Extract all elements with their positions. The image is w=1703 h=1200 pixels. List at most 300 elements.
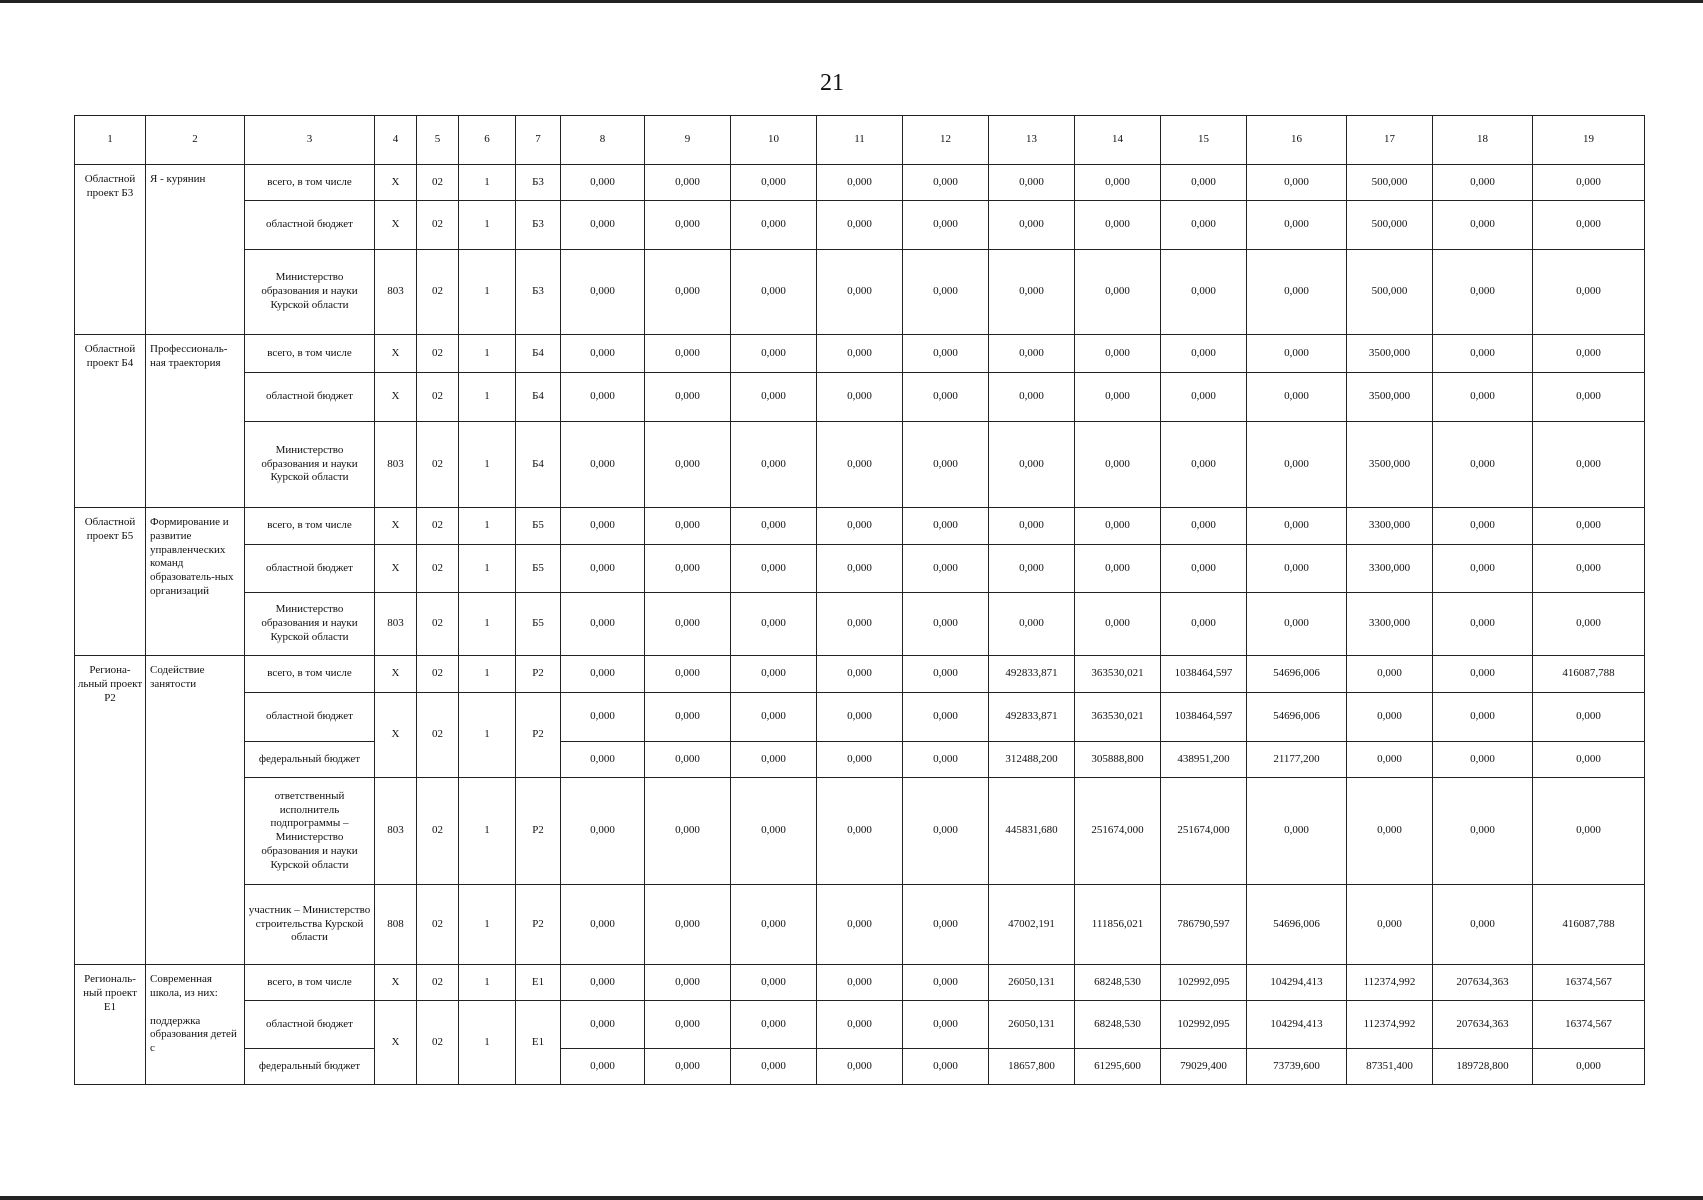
value-cell: 0,000 xyxy=(817,422,903,508)
row-label-cell: всего, в том числе xyxy=(245,335,375,373)
code-cell-6: 1 xyxy=(459,965,516,1001)
value-cell: 0,000 xyxy=(903,885,989,965)
value-cell: 492833,871 xyxy=(989,693,1075,742)
value-cell: 0,000 xyxy=(817,742,903,778)
value-cell: 0,000 xyxy=(817,250,903,335)
project-subtitle: поддержка образования детей с xyxy=(150,1014,237,1054)
value-cell: 0,000 xyxy=(731,335,817,373)
value-cell: 0,000 xyxy=(561,778,645,885)
value-cell: 207634,363 xyxy=(1433,965,1533,1001)
value-cell: 0,000 xyxy=(561,165,645,201)
value-cell: 0,000 xyxy=(561,335,645,373)
value-cell: 79029,400 xyxy=(1161,1049,1247,1085)
value-cell: 0,000 xyxy=(903,778,989,885)
value-cell: 0,000 xyxy=(1533,778,1645,885)
value-cell: 26050,131 xyxy=(989,965,1075,1001)
value-cell: 0,000 xyxy=(1433,778,1533,885)
value-cell: 0,000 xyxy=(989,201,1075,250)
code-cell-6: 1 xyxy=(459,885,516,965)
value-cell: 3500,000 xyxy=(1347,422,1433,508)
code-cell-7: Б3 xyxy=(516,250,561,335)
value-cell: 0,000 xyxy=(731,165,817,201)
value-cell: 0,000 xyxy=(1161,508,1247,545)
value-cell: 0,000 xyxy=(817,201,903,250)
value-cell: 0,000 xyxy=(1347,885,1433,965)
value-cell: 0,000 xyxy=(989,593,1075,656)
value-cell: 0,000 xyxy=(731,422,817,508)
value-cell: 0,000 xyxy=(1433,545,1533,593)
code-cell-4: Х xyxy=(375,335,417,373)
code-cell-4: Х xyxy=(375,693,417,778)
row-label-cell: областной бюджет xyxy=(245,1001,375,1049)
value-cell: 0,000 xyxy=(989,250,1075,335)
value-cell: 0,000 xyxy=(1247,508,1347,545)
value-cell: 0,000 xyxy=(1075,422,1161,508)
project-name-cell: Областной проект Б5 xyxy=(75,508,146,656)
value-cell: 0,000 xyxy=(1075,508,1161,545)
value-cell: 0,000 xyxy=(1533,508,1645,545)
table-row xyxy=(75,165,1645,201)
project-title-cell xyxy=(146,165,245,335)
value-cell: 0,000 xyxy=(731,545,817,593)
value-cell: 0,000 xyxy=(561,422,645,508)
value-cell: 47002,191 xyxy=(989,885,1075,965)
code-cell-5: 02 xyxy=(417,373,459,422)
code-cell-6: 1 xyxy=(459,250,516,335)
row-label-cell: областной бюджет xyxy=(245,201,375,250)
value-cell: 0,000 xyxy=(1533,545,1645,593)
value-cell: 0,000 xyxy=(1161,201,1247,250)
project-title-cell xyxy=(146,656,245,965)
code-cell-7: Р2 xyxy=(516,693,561,778)
value-cell: 0,000 xyxy=(1433,693,1533,742)
value-cell: 0,000 xyxy=(1533,165,1645,201)
value-cell: 102992,095 xyxy=(1161,1001,1247,1049)
value-cell: 0,000 xyxy=(989,373,1075,422)
value-cell: 786790,597 xyxy=(1161,885,1247,965)
value-cell: 0,000 xyxy=(1533,250,1645,335)
value-cell: 0,000 xyxy=(1533,373,1645,422)
value-cell: 102992,095 xyxy=(1161,965,1247,1001)
table-row xyxy=(75,201,1645,250)
value-cell: 0,000 xyxy=(989,165,1075,201)
table-row xyxy=(75,593,1645,656)
code-cell-6: 1 xyxy=(459,165,516,201)
value-cell: 0,000 xyxy=(903,335,989,373)
value-cell: 0,000 xyxy=(731,508,817,545)
value-cell: 207634,363 xyxy=(1433,1001,1533,1049)
value-cell: 16374,567 xyxy=(1533,1001,1645,1049)
value-cell: 3300,000 xyxy=(1347,508,1433,545)
code-cell-7: Б5 xyxy=(516,593,561,656)
code-cell-7: Б4 xyxy=(516,373,561,422)
table-row xyxy=(75,508,1645,545)
table-row xyxy=(75,656,1645,693)
code-cell-6: 1 xyxy=(459,545,516,593)
value-cell: 16374,567 xyxy=(1533,965,1645,1001)
value-cell: 0,000 xyxy=(731,885,817,965)
table-row xyxy=(75,742,1645,778)
value-cell: 0,000 xyxy=(731,201,817,250)
value-cell: 0,000 xyxy=(817,545,903,593)
value-cell: 0,000 xyxy=(731,250,817,335)
value-cell: 0,000 xyxy=(1247,545,1347,593)
value-cell: 0,000 xyxy=(561,1049,645,1085)
row-label-cell: областной бюджет xyxy=(245,373,375,422)
code-cell-7: Р2 xyxy=(516,778,561,885)
header-cell: 17 xyxy=(1347,116,1433,165)
value-cell: 0,000 xyxy=(817,373,903,422)
value-cell: 0,000 xyxy=(645,1001,731,1049)
code-cell-5: 02 xyxy=(417,593,459,656)
code-cell-7: Р2 xyxy=(516,656,561,693)
code-cell-4: Х xyxy=(375,201,417,250)
code-cell-7: Б4 xyxy=(516,335,561,373)
code-cell-5: 02 xyxy=(417,693,459,778)
value-cell: 0,000 xyxy=(1247,778,1347,885)
value-cell: 500,000 xyxy=(1347,165,1433,201)
code-cell-7: Б3 xyxy=(516,165,561,201)
value-cell: 0,000 xyxy=(903,593,989,656)
code-cell-5: 02 xyxy=(417,545,459,593)
code-cell-5: 02 xyxy=(417,250,459,335)
value-cell: 61295,600 xyxy=(1075,1049,1161,1085)
row-label-cell: областной бюджет xyxy=(245,545,375,593)
table-row xyxy=(75,373,1645,422)
value-cell: 0,000 xyxy=(1433,508,1533,545)
project-name-cell: Региона-льный проект Р2 xyxy=(75,656,146,965)
value-cell: 0,000 xyxy=(903,508,989,545)
value-cell: 0,000 xyxy=(561,742,645,778)
code-cell-6: 1 xyxy=(459,373,516,422)
value-cell: 0,000 xyxy=(903,201,989,250)
value-cell: 73739,600 xyxy=(1247,1049,1347,1085)
value-cell: 0,000 xyxy=(989,422,1075,508)
code-cell-6: 1 xyxy=(459,201,516,250)
value-cell: 0,000 xyxy=(645,335,731,373)
header-cell: 5 xyxy=(417,116,459,165)
table-row xyxy=(75,965,1645,1001)
table-row xyxy=(75,422,1645,508)
value-cell: 0,000 xyxy=(1533,1049,1645,1085)
value-cell: 0,000 xyxy=(1433,250,1533,335)
value-cell: 3300,000 xyxy=(1347,545,1433,593)
project-title-cell xyxy=(146,335,245,508)
value-cell: 0,000 xyxy=(903,742,989,778)
value-cell: 0,000 xyxy=(561,593,645,656)
project-title: Современная школа, из них: xyxy=(150,973,218,999)
value-cell: 54696,006 xyxy=(1247,693,1347,742)
code-cell-7: Б5 xyxy=(516,508,561,545)
project-title: Формирование и развитие управленческих команд образователь-ных организаций xyxy=(150,516,234,597)
value-cell: 0,000 xyxy=(903,165,989,201)
value-cell: 0,000 xyxy=(817,508,903,545)
table-row xyxy=(75,1001,1645,1049)
code-cell-4: Х xyxy=(375,656,417,693)
value-cell: 0,000 xyxy=(903,1049,989,1085)
value-cell: 305888,800 xyxy=(1075,742,1161,778)
value-cell: 0,000 xyxy=(817,593,903,656)
code-cell-6: 1 xyxy=(459,593,516,656)
table-row xyxy=(75,335,1645,373)
value-cell: 0,000 xyxy=(561,373,645,422)
value-cell: 0,000 xyxy=(561,508,645,545)
code-cell-6: 1 xyxy=(459,1001,516,1085)
code-cell-5: 02 xyxy=(417,1001,459,1085)
code-cell-7: Р2 xyxy=(516,885,561,965)
value-cell: 0,000 xyxy=(903,693,989,742)
value-cell: 0,000 xyxy=(645,201,731,250)
value-cell: 0,000 xyxy=(1075,250,1161,335)
code-cell-7: Б5 xyxy=(516,545,561,593)
value-cell: 104294,413 xyxy=(1247,1001,1347,1049)
header-cell: 9 xyxy=(645,116,731,165)
code-cell-7: Е1 xyxy=(516,965,561,1001)
value-cell: 0,000 xyxy=(561,885,645,965)
project-title-cell xyxy=(146,965,245,1085)
value-cell: 0,000 xyxy=(731,1049,817,1085)
table-row xyxy=(75,885,1645,965)
value-cell: 0,000 xyxy=(817,778,903,885)
value-cell: 0,000 xyxy=(645,422,731,508)
value-cell: 445831,680 xyxy=(989,778,1075,885)
table-row xyxy=(75,693,1645,742)
value-cell: 0,000 xyxy=(1075,201,1161,250)
value-cell: 0,000 xyxy=(645,656,731,693)
value-cell: 438951,200 xyxy=(1161,742,1247,778)
value-cell: 0,000 xyxy=(1533,201,1645,250)
value-cell: 0,000 xyxy=(1247,165,1347,201)
value-cell: 0,000 xyxy=(1161,165,1247,201)
value-cell: 0,000 xyxy=(1075,545,1161,593)
value-cell: 0,000 xyxy=(1433,742,1533,778)
row-label-cell: ответственный исполнитель подпрограммы – Министерство образования и науки Курской области xyxy=(245,778,375,885)
value-cell: 0,000 xyxy=(903,250,989,335)
value-cell: 0,000 xyxy=(817,656,903,693)
value-cell: 0,000 xyxy=(1347,742,1433,778)
value-cell: 0,000 xyxy=(1161,593,1247,656)
row-label-cell: Министерство образования и науки Курской области xyxy=(245,593,375,656)
row-label-cell: всего, в том числе xyxy=(245,165,375,201)
value-cell: 26050,131 xyxy=(989,1001,1075,1049)
value-cell: 0,000 xyxy=(1433,885,1533,965)
row-label-cell: Министерство образования и науки Курской области xyxy=(245,250,375,335)
table-row xyxy=(75,778,1645,885)
value-cell: 0,000 xyxy=(1433,201,1533,250)
code-cell-6: 1 xyxy=(459,778,516,885)
code-cell-7: Е1 xyxy=(516,1001,561,1085)
code-cell-5: 02 xyxy=(417,508,459,545)
value-cell: 104294,413 xyxy=(1247,965,1347,1001)
code-cell-6: 1 xyxy=(459,422,516,508)
value-cell: 54696,006 xyxy=(1247,656,1347,693)
header-cell: 4 xyxy=(375,116,417,165)
code-cell-4: Х xyxy=(375,373,417,422)
value-cell: 0,000 xyxy=(731,1001,817,1049)
code-cell-6: 1 xyxy=(459,335,516,373)
code-cell-4: 803 xyxy=(375,778,417,885)
value-cell: 0,000 xyxy=(1433,422,1533,508)
code-cell-4: 803 xyxy=(375,422,417,508)
code-cell-5: 02 xyxy=(417,422,459,508)
value-cell: 0,000 xyxy=(1533,742,1645,778)
value-cell: 0,000 xyxy=(1161,545,1247,593)
value-cell: 68248,530 xyxy=(1075,965,1161,1001)
value-cell: 0,000 xyxy=(561,545,645,593)
value-cell: 0,000 xyxy=(645,593,731,656)
value-cell: 0,000 xyxy=(731,965,817,1001)
code-cell-4: Х xyxy=(375,508,417,545)
project-name-cell: Областной проект Б4 xyxy=(75,335,146,508)
header-cell: 18 xyxy=(1433,116,1533,165)
code-cell-6: 1 xyxy=(459,508,516,545)
code-cell-4: 808 xyxy=(375,885,417,965)
value-cell: 251674,000 xyxy=(1161,778,1247,885)
header-cell: 13 xyxy=(989,116,1075,165)
value-cell: 0,000 xyxy=(1347,656,1433,693)
value-cell: 0,000 xyxy=(645,742,731,778)
header-cell: 12 xyxy=(903,116,989,165)
value-cell: 3300,000 xyxy=(1347,593,1433,656)
value-cell: 0,000 xyxy=(645,1049,731,1085)
value-cell: 0,000 xyxy=(817,885,903,965)
header-cell: 8 xyxy=(561,116,645,165)
header-cell: 1 xyxy=(75,116,146,165)
value-cell: 0,000 xyxy=(903,1001,989,1049)
value-cell: 0,000 xyxy=(645,545,731,593)
header-cell: 15 xyxy=(1161,116,1247,165)
value-cell: 0,000 xyxy=(1075,593,1161,656)
header-cell: 16 xyxy=(1247,116,1347,165)
value-cell: 0,000 xyxy=(1433,593,1533,656)
bottom-border-line xyxy=(0,1196,1703,1200)
value-cell: 189728,800 xyxy=(1433,1049,1533,1085)
code-cell-7: Б4 xyxy=(516,422,561,508)
value-cell: 0,000 xyxy=(1433,335,1533,373)
project-title-cell xyxy=(146,508,245,656)
value-cell: 0,000 xyxy=(989,508,1075,545)
project-title: Я - курянин xyxy=(150,173,206,185)
value-cell: 0,000 xyxy=(817,1001,903,1049)
code-cell-4: 803 xyxy=(375,593,417,656)
code-cell-4: Х xyxy=(375,1001,417,1085)
value-cell: 0,000 xyxy=(817,165,903,201)
code-cell-5: 02 xyxy=(417,885,459,965)
row-label-cell: всего, в том числе xyxy=(245,656,375,693)
header-cell: 6 xyxy=(459,116,516,165)
value-cell: 112374,992 xyxy=(1347,965,1433,1001)
value-cell: 312488,200 xyxy=(989,742,1075,778)
value-cell: 0,000 xyxy=(817,1049,903,1085)
value-cell: 0,000 xyxy=(903,656,989,693)
value-cell: 251674,000 xyxy=(1075,778,1161,885)
value-cell: 0,000 xyxy=(561,201,645,250)
value-cell: 0,000 xyxy=(1433,656,1533,693)
header-cell: 10 xyxy=(731,116,817,165)
value-cell: 0,000 xyxy=(1533,335,1645,373)
project-name-cell: Областной проект Б3 xyxy=(75,165,146,335)
value-cell: 416087,788 xyxy=(1533,656,1645,693)
value-cell: 0,000 xyxy=(731,693,817,742)
value-cell: 0,000 xyxy=(561,656,645,693)
value-cell: 0,000 xyxy=(731,373,817,422)
row-label-cell: федеральный бюджет xyxy=(245,1049,375,1085)
value-cell: 0,000 xyxy=(561,1001,645,1049)
table-row xyxy=(75,545,1645,593)
code-cell-4: Х xyxy=(375,965,417,1001)
value-cell: 0,000 xyxy=(1347,778,1433,885)
code-cell-6: 1 xyxy=(459,693,516,778)
value-cell: 0,000 xyxy=(1161,422,1247,508)
value-cell: 0,000 xyxy=(561,965,645,1001)
value-cell: 0,000 xyxy=(645,693,731,742)
row-label-cell: областной бюджет xyxy=(245,693,375,742)
value-cell: 0,000 xyxy=(817,693,903,742)
row-label-cell: федеральный бюджет xyxy=(245,742,375,778)
code-cell-5: 02 xyxy=(417,335,459,373)
value-cell: 0,000 xyxy=(1247,201,1347,250)
value-cell: 0,000 xyxy=(903,373,989,422)
page-number: 21 xyxy=(820,70,844,96)
value-cell: 111856,021 xyxy=(1075,885,1161,965)
table-row xyxy=(75,250,1645,335)
value-cell: 0,000 xyxy=(817,335,903,373)
value-cell: 492833,871 xyxy=(989,656,1075,693)
code-cell-5: 02 xyxy=(417,165,459,201)
project-title: Содействие занятости xyxy=(150,664,205,690)
code-cell-5: 02 xyxy=(417,965,459,1001)
value-cell: 0,000 xyxy=(645,250,731,335)
value-cell: 0,000 xyxy=(903,965,989,1001)
value-cell: 0,000 xyxy=(645,778,731,885)
code-cell-4: Х xyxy=(375,545,417,593)
value-cell: 0,000 xyxy=(1161,250,1247,335)
budget-table xyxy=(74,115,1645,1085)
value-cell: 0,000 xyxy=(1433,165,1533,201)
value-cell: 500,000 xyxy=(1347,201,1433,250)
project-title: Профессиональ-ная траектория xyxy=(150,343,228,369)
value-cell: 54696,006 xyxy=(1247,885,1347,965)
value-cell: 0,000 xyxy=(731,656,817,693)
value-cell: 3500,000 xyxy=(1347,335,1433,373)
value-cell: 0,000 xyxy=(989,335,1075,373)
value-cell: 363530,021 xyxy=(1075,656,1161,693)
row-label-cell: Министерство образования и науки Курской области xyxy=(245,422,375,508)
value-cell: 68248,530 xyxy=(1075,1001,1161,1049)
value-cell: 0,000 xyxy=(1247,373,1347,422)
value-cell: 1038464,597 xyxy=(1161,693,1247,742)
value-cell: 0,000 xyxy=(731,742,817,778)
table-row xyxy=(75,1049,1645,1085)
top-border-line xyxy=(0,0,1703,3)
code-cell-5: 02 xyxy=(417,656,459,693)
value-cell: 1038464,597 xyxy=(1161,656,1247,693)
value-cell: 0,000 xyxy=(1161,373,1247,422)
value-cell: 21177,200 xyxy=(1247,742,1347,778)
value-cell: 0,000 xyxy=(1433,373,1533,422)
value-cell: 0,000 xyxy=(1075,165,1161,201)
project-name-cell: Региональ-ный проект Е1 xyxy=(75,965,146,1085)
value-cell: 0,000 xyxy=(645,508,731,545)
value-cell: 0,000 xyxy=(1533,422,1645,508)
value-cell: 87351,400 xyxy=(1347,1049,1433,1085)
value-cell: 0,000 xyxy=(645,165,731,201)
value-cell: 416087,788 xyxy=(1533,885,1645,965)
value-cell: 0,000 xyxy=(1533,593,1645,656)
value-cell: 0,000 xyxy=(1533,693,1645,742)
value-cell: 0,000 xyxy=(1075,335,1161,373)
header-cell: 3 xyxy=(245,116,375,165)
